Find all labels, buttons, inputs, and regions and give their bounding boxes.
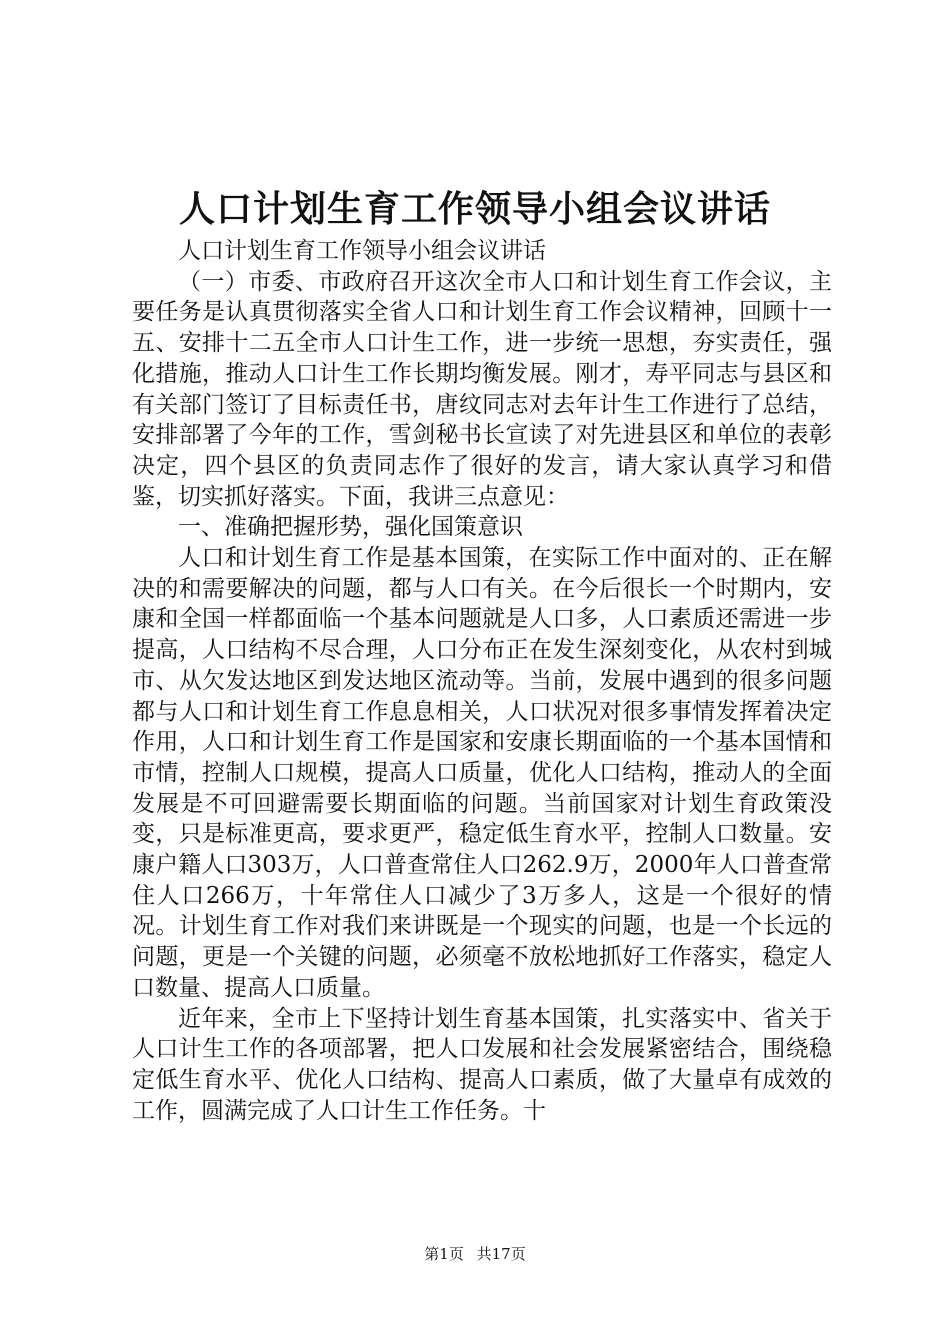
page-total: 共17页 [476, 1245, 526, 1263]
section-heading: 一、准确把握形势，强化国策意识 [178, 514, 523, 541]
paragraph-body: 近年来，全市上下坚持计划生育基本国策，扎实落实中、省关于人口计生工作的各项部署，把人口发展和社会发展紧密结合，围绕稳定低生育水平、优化人口结构、提高人口素质，做了大量卓有成效的工作，圆满完成了人口计生工作任务。十 [132, 1005, 832, 1124]
paragraph-subtitle: 人口计划生育工作领导小组会议讲话 [178, 238, 546, 264]
paragraph-body: 人口和计划生育工作是基本国策，在实际工作中面对的、正在解决的和需要解决的问题，都与人口有关。在今后很长一个时期内，安康和全国一样都面临一个基本问题就是人口多，人口素质还需进一步提高，人口结构不尽合理，人口分布正在发生深刻变化，从农村到城市、从欠发达地区到发达地区流动等。当前，发展中遇到的很多问题都与人口和计划生育工作息息相关，人口状况对很多事情发挥着决定作用，人口和计划生育工作是国家和安康长期面临的一个基本国情和市情，控制人口规模，提高人口质量，优化人口结构，推动人的全面发展是不可回避需要长期面临的问题。当前国家对计划生育政策没变，只是标准更高，要求更严，稳定低生育水平，控制人口数量。安康户籍人口303万，人口普查常住人口262.9万，2000年人口普查常住人口266万，十年常住人口减少了3万多人，这是一个很好的情况。计划生育工作对我们来讲既是一个现实的问题，也是一个长远的问题，更是一个关键的问题，必须毫不放松地抓好工作落实，稳定人口数量、提高人口质量。 [132, 545, 832, 1001]
page-number: 第1页 [424, 1245, 464, 1263]
document-title: 人口计划生育工作领导小组会议讲话 [178, 188, 771, 230]
page-footer [0, 1244, 950, 1264]
paragraph-intro: （一）市委、市政府召开这次全市人口和计划生育工作会议，主要任务是认真贯彻落实全省人口和计划生育工作会议精神，回顾十一五、安排十二五全市人口计生工作，进一步统一思想，夯实责任，强化措施，推动人口计生工作长期均衡发展。刚才，寿平同志与县区和有关部门签订了目标责任书，唐纹同志对去年计生工作进行了总结，安排部署了今年的工作，雪剑秘书长宣读了对先进县区和单位的表彰决定，四个县区的负责同志作了很好的发言，请大家认真学习和借鉴，切实抓好落实。下面，我讲三点意见： [132, 268, 832, 510]
document-body [132, 236, 832, 1126]
